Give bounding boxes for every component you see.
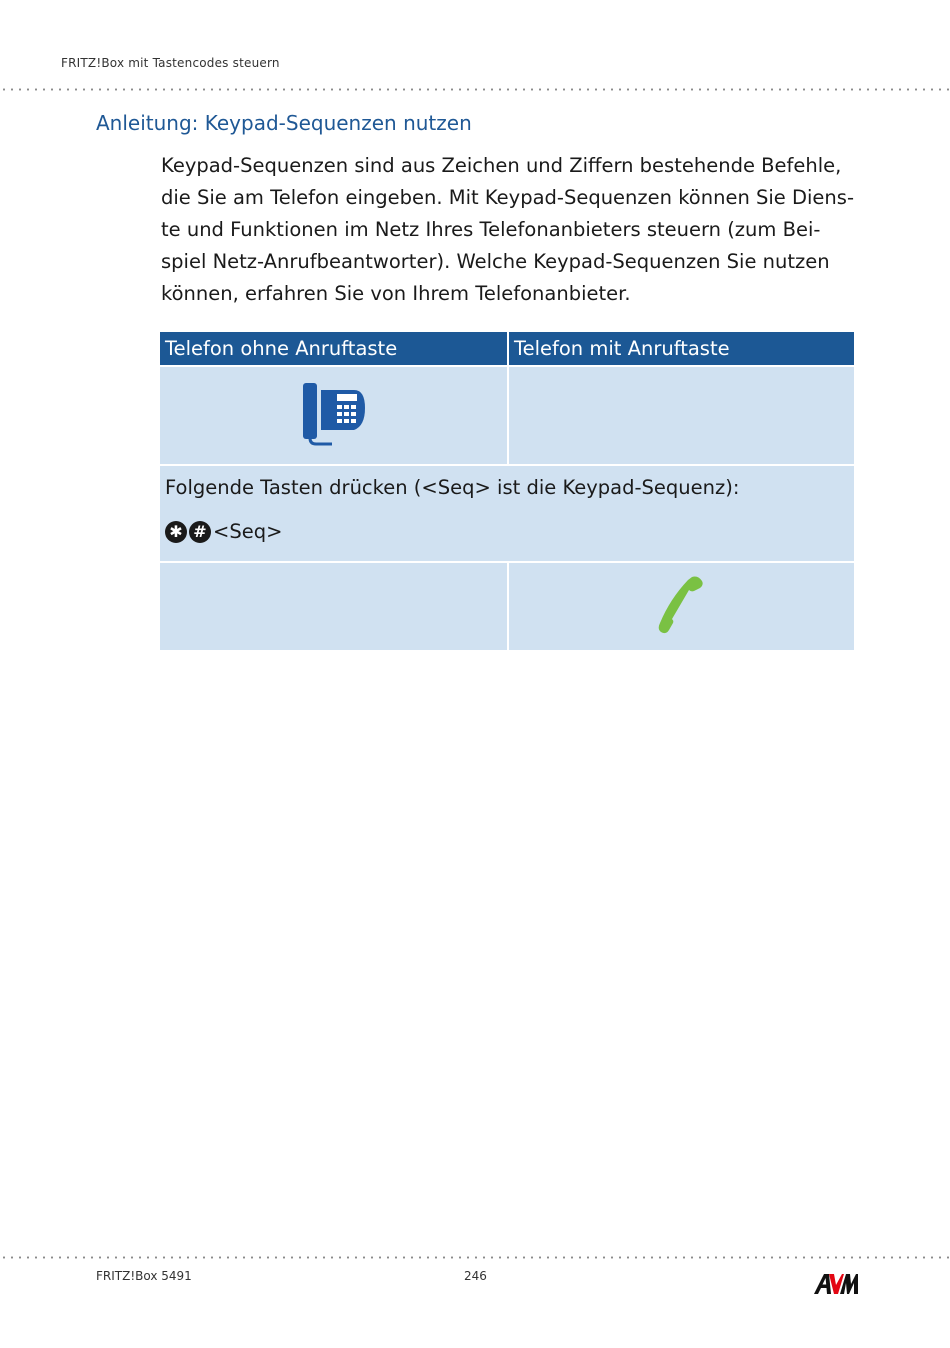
- cell-empty: [160, 563, 507, 650]
- cell-handset: [509, 563, 854, 650]
- header-phone-without-call-key: Telefon ohne Anruftaste: [160, 332, 507, 365]
- intro-paragraph: [161, 150, 861, 310]
- key-sequence: [165, 520, 854, 543]
- sequence-placeholder: <Seq>: [213, 520, 283, 543]
- section-title: Anleitung: Keypad-Sequenzen nutzen: [96, 111, 472, 135]
- table-header-row: [160, 332, 854, 365]
- avm-logo-icon: [814, 1272, 858, 1300]
- star-key-icon: ✱: [165, 521, 187, 543]
- intro-line: Keypad-Sequenzen sind aus Zeichen und Ziffern bestehende Befehle,: [161, 154, 842, 177]
- cell-empty: [509, 367, 854, 464]
- cell-desk-phone: [160, 367, 507, 464]
- intro-line: können, erfahren Sie von Ihrem Telefonanbieter.: [161, 282, 631, 305]
- handset-icon: [658, 575, 706, 639]
- intro-line: spiel Netz-Anrufbeantworter). Welche Keypad-Sequenzen Sie nutzen: [161, 250, 830, 273]
- footer-product: FRITZ!Box 5491: [96, 1269, 192, 1283]
- desk-phone-icon: [302, 382, 366, 450]
- header-phone-with-call-key: Telefon mit Anruftaste: [509, 332, 854, 365]
- table-row: [160, 561, 854, 650]
- cell-instruction: [160, 466, 854, 561]
- running-header: FRITZ!Box mit Tastencodes steuern: [61, 56, 280, 70]
- instruction-text: Folgende Tasten drücken (<Seq> ist die Keypad-Sequenz):: [165, 476, 740, 499]
- intro-line: die Sie am Telefon eingeben. Mit Keypad-Sequenzen können Sie Diens-: [161, 186, 854, 209]
- bottom-divider: [0, 1256, 950, 1259]
- page-number: 246: [464, 1269, 487, 1283]
- hash-key-icon: #: [189, 521, 211, 543]
- top-divider: [0, 88, 950, 91]
- table-row: [160, 365, 854, 464]
- keypad-table: [160, 332, 854, 650]
- intro-line: te und Funktionen im Netz Ihres Telefonanbieters steuern (zum Bei-: [161, 218, 821, 241]
- table-row: [160, 464, 854, 561]
